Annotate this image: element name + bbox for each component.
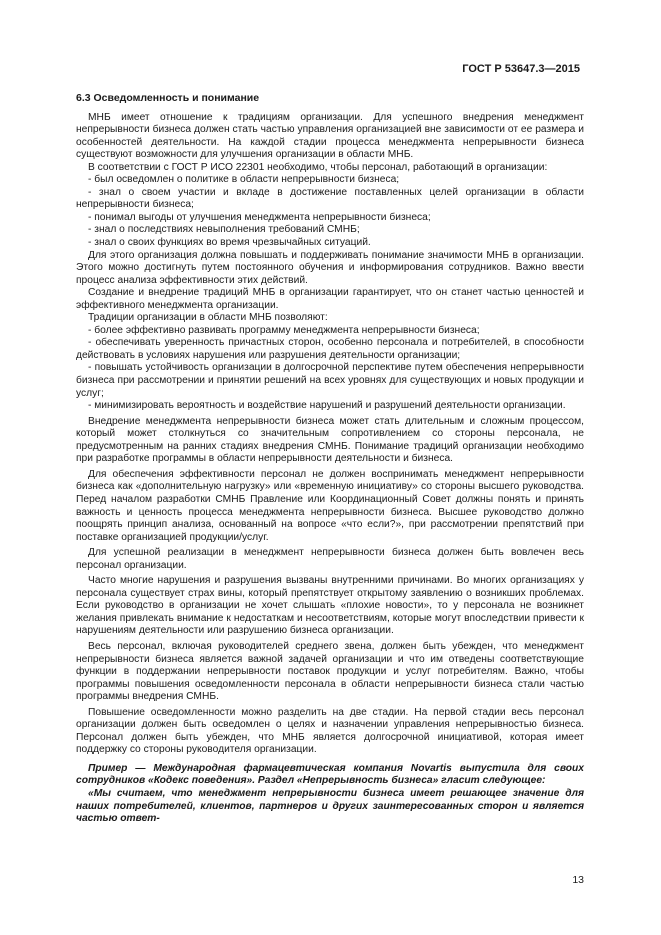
list-item: - более эффективно развивать программу менеджмента непрерывности бизнеса; xyxy=(88,324,480,336)
paragraph: МНБ имеет отношение к традициям организации. Для успешного внедрения менеджмент непрерывности бизнеса должен стать частью управления организацией вне зависимости от ее размера и особенностей деятельности. На каждой стадии процесса менеджмента непрерывности бизнеса существуют возможности для улучшения организации в области МНБ. xyxy=(76,111,584,161)
document-body xyxy=(76,92,584,826)
list-item: - понимал выгоды от улучшения менеджмента непрерывности бизнеса; xyxy=(88,211,431,223)
list-item: - знал о своем участии и вкладе в достижение поставленных целей организации в области непрерывности бизнеса; xyxy=(76,186,584,211)
list-item: - знал о своих функциях во время чрезвычайных ситуаций. xyxy=(88,237,371,249)
paragraph: Весь персонал, включая руководителей среднего звена, должен быть убежден, что менеджмент непрерывности бизнеса является важной задачей организации и что им отведены соответствующие функции в поддержании непрерывности поставок продукции и услуг потребителям. Важно, чтобы программы повышения осведомленности персонала в области непрерывности бизнеса стали частью программы внедрения СМНБ. xyxy=(76,640,584,703)
quote-paragraph: «Мы считаем, что менеджмент непрерывности бизнеса имеет решающее значение для наших потребителей, клиентов, партнеров и других заинтересованных сторон и является частью ответ- xyxy=(76,787,584,825)
example-paragraph: Пример — Международная фармацевтическая компания Novartis выпустила для своих сотрудников «Кодекс поведения». Раздел «Непрерывность бизнеса» гласит следующее: xyxy=(76,762,584,787)
paragraph: Повышение осведомленности можно разделить на две стадии. На первой стадии весь персонал организации должен быть осведомлен о целях и назначении управления непрерывностью бизнеса. Персонал должен быть убежден, что МНБ является долгосрочной инициативой, которая имеет поддержку со стороны руководителя организации. xyxy=(76,706,584,756)
paragraph: Часто многие нарушения и разрушения вызваны внутренними причинами. Во многих организациях у персонала существует страх вины, который препятствует открытому заявлению о возникших проблемах. Если руководство в организации не хочет слышать «плохие новости», то у персонала не возникнет желания привлекать внимание к недостаткам и несоответствиям, которые могут впоследствии привести к нарушениям деятельности или разрушению бизнеса организации. xyxy=(76,575,584,637)
section-title: 6.3 Осведомленность и понимание xyxy=(76,92,260,104)
paragraph: Для успешной реализации в менеджмент непрерывности бизнеса должен быть вовлечен весь персонал организации. xyxy=(76,547,584,571)
list-item: - минимизировать вероятность и воздействие нарушений и разрушений деятельности организации. xyxy=(88,400,566,412)
paragraph: Создание и внедрение традиций МНБ в организации гарантирует, что он станет частью ценностей и эффективного менеджмента организации. xyxy=(76,287,584,311)
list-item: - был осведомлен о политике в области непрерывности бизнеса; xyxy=(88,174,400,186)
document-header: ГОСТ Р 53647.3—2015 xyxy=(462,63,580,75)
paragraph: Для обеспечения эффективности персонал не должен воспринимать менеджмент непрерывности бизнеса как «дополнительную нагрузку» или «временную инициативу» со стороны высшего руководства. Перед началом разработки СМНБ Правление или Координационный Совет должны понять и принять важность и ценность процесса менеджмента непрерывности бизнеса. Высшее руководство должно поощрять принцип анализа, основанный на вопросе «что если?», при рассмотрении препятствий при поставке организацией продукции/услуг. xyxy=(76,468,584,543)
list-item: - повышать устойчивость организации в долгосрочной перспективе путем обеспечения непрерывности бизнеса при рассмотрении и принятии решений на всех уровнях для существующих и новых продукции и услуг; xyxy=(76,362,584,399)
paragraph: Внедрение менеджмента непрерывности бизнеса может стать длительным и сложным процессом, который может столкнуться со значительным сопротивлением со стороны персонала, не предусмотренным на ранних стадиях внедрения СМНБ. Понимание традиций организации необходимо при разработке программы в области непрерывности деятельности и бизнеса. xyxy=(76,415,584,465)
list-item: - знал о последствиях невыполнения требований СМНБ; xyxy=(88,224,360,236)
page-number: 13 xyxy=(572,874,584,886)
paragraph: Для этого организация должна повышать и поддерживать понимание значимости МНБ в организации. Этого можно достигнуть путем постоянного обучения и информирования сотрудников. Важно ввести процесс анализа эффективности этих действий. xyxy=(76,249,584,286)
paragraph: Традиции организации в области МНБ позволяют: xyxy=(88,312,328,324)
list-item: - обеспечивать уверенность причастных сторон, особенно персонала и потребителей, в способности действовать в условиях нарушения или разрушения деятельности организации; xyxy=(76,337,584,361)
paragraph: В соответствии с ГОСТ Р ИСО 22301 необходимо, чтобы персонал, работающий в организации: xyxy=(88,161,548,173)
